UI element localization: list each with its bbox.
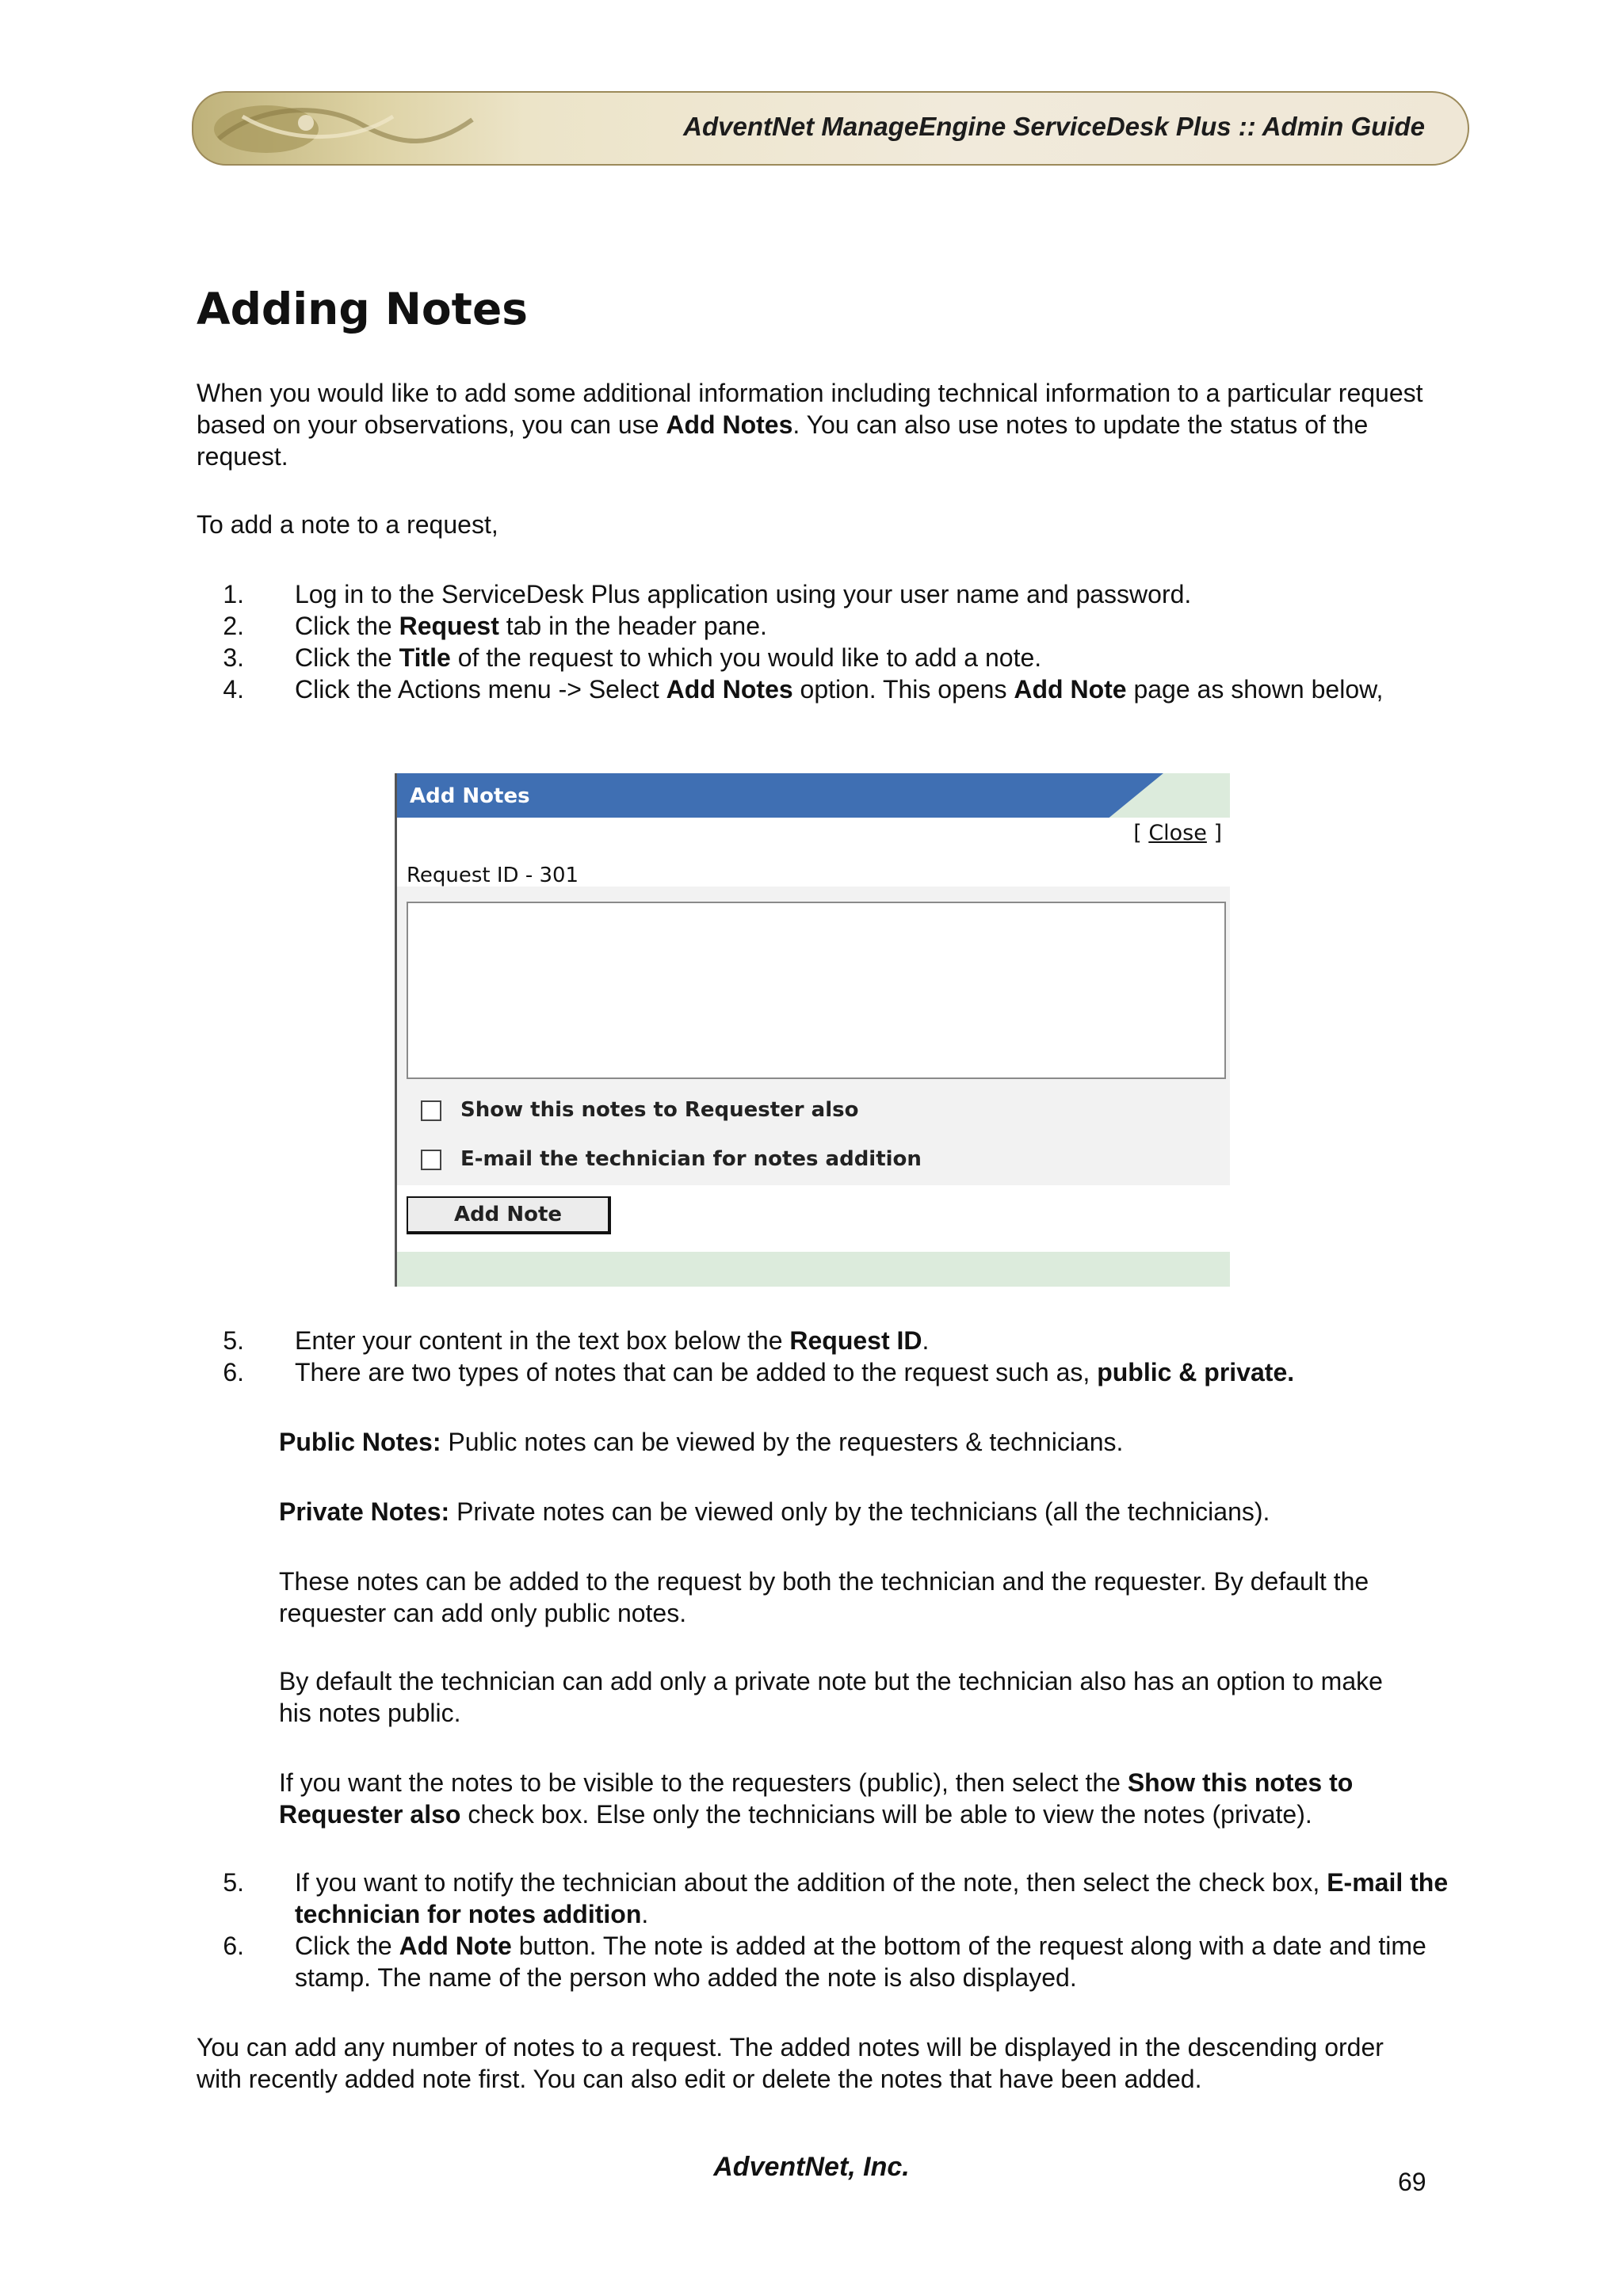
private-notes-paragraph: Private Notes: Private notes can be viewed only by the technicians (all the technicians). <box>279 1497 1270 1526</box>
email-technician-option <box>421 1147 922 1171</box>
closing-paragraph: You can add any number of notes to a request. The added notes will be displayed in the descending order with recently added note first. You can also edit or delete the notes that have been added. <box>197 2033 1384 2093</box>
lead-paragraph: To add a note to a request, <box>197 510 498 539</box>
intro-paragraph: When you would like to add some additional information including technical information to a particular request based on your observations, you can use Add Notes. You can also use notes to update the status of the request. <box>197 379 1423 471</box>
dialog-footer <box>397 1252 1230 1287</box>
add-notes-dialog <box>395 773 1230 1287</box>
public-notes-paragraph: Public Notes: Public notes can be viewed by the requesters & technicians. <box>279 1428 1124 1456</box>
email-technician-checkbox[interactable] <box>421 1150 441 1170</box>
notes-added-paragraph: These notes can be added to the request by both the technician and the requester. By default the requester can add only public notes. <box>279 1567 1369 1627</box>
decorative-swirl-icon <box>211 101 480 158</box>
dialog-titlebar <box>397 773 1230 818</box>
footer-company: AdventNet, Inc. <box>713 2152 910 2182</box>
show-to-requester-option <box>421 1098 858 1122</box>
page-number: 69 <box>1398 2168 1426 2196</box>
add-note-button[interactable]: Add Note <box>407 1196 611 1234</box>
email-technician-label: E-mail the technician for notes addition <box>460 1147 922 1171</box>
default-technician-paragraph: By default the technician can add only a private note but the technician also has an option to make his notes public. <box>279 1667 1383 1727</box>
page-heading: Adding Notes <box>197 284 528 334</box>
close-control: [ Close ] <box>1133 821 1222 845</box>
dialog-title: Add Notes <box>410 784 530 808</box>
guide-title: AdventNet ManageEngine ServiceDesk Plus :: Admin Guide <box>683 112 1425 141</box>
header-banner <box>192 91 1469 166</box>
note-textarea[interactable] <box>407 902 1226 1079</box>
request-id-label: Request ID - 301 <box>407 864 579 887</box>
show-to-requester-checkbox[interactable] <box>421 1100 441 1121</box>
show-to-requester-label: Show this notes to Requester also <box>460 1098 859 1122</box>
visibility-paragraph: If you want the notes to be visible to the requesters (public), then select the Show this notes to Requester also check box. Else only the technicians will be able to view the notes (private). <box>279 1768 1354 1829</box>
close-link[interactable]: Close <box>1148 821 1207 845</box>
